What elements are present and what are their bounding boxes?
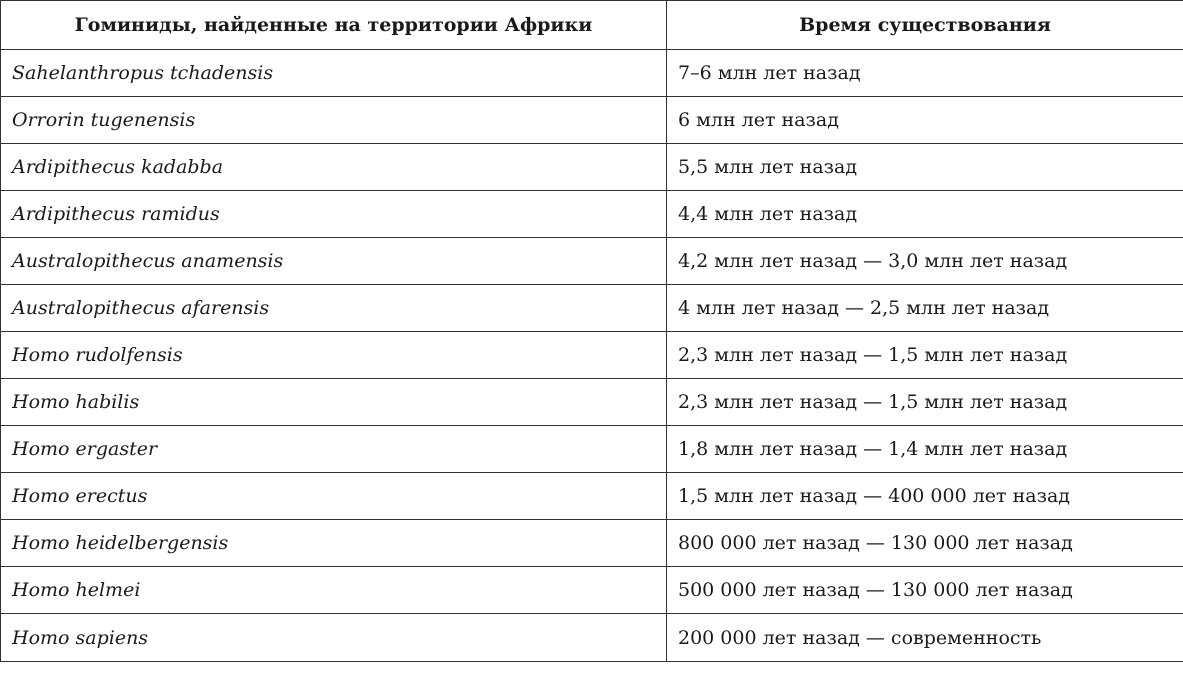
- table-row: [1, 379, 1183, 426]
- period-cell: 500 000 лет назад — 130 000 лет назад: [667, 567, 1183, 614]
- species-cell: Orrorin tugenensis: [1, 97, 667, 144]
- table-row: [1, 567, 1183, 614]
- period-cell: 4,2 млн лет назад — 3,0 млн лет назад: [667, 238, 1183, 285]
- table-row: [1, 332, 1183, 379]
- period-cell: 5,5 млн лет назад: [667, 144, 1183, 191]
- species-cell: Sahelanthropus tchadensis: [1, 50, 667, 97]
- species-cell: Homo sapiens: [1, 614, 667, 662]
- period-cell: 4,4 млн лет назад: [667, 191, 1183, 238]
- species-cell: Homo habilis: [1, 379, 667, 426]
- period-cell: 6 млн лет назад: [667, 97, 1183, 144]
- table-row: [1, 520, 1183, 567]
- period-cell: 7–6 млн лет назад: [667, 50, 1183, 97]
- species-cell: Homo helmei: [1, 567, 667, 614]
- species-cell: Homo heidelbergensis: [1, 520, 667, 567]
- column-header-period: Время существования: [667, 1, 1183, 50]
- species-cell: Australopithecus anamensis: [1, 238, 667, 285]
- table-row: [1, 191, 1183, 238]
- species-cell: Ardipithecus kadabba: [1, 144, 667, 191]
- column-header-species: Гоминиды, найденные на территории Африки: [1, 1, 667, 50]
- table-row: [1, 238, 1183, 285]
- species-cell: Homo erectus: [1, 473, 667, 520]
- table-row: [1, 144, 1183, 191]
- period-cell: 200 000 лет назад — современность: [667, 614, 1183, 662]
- period-cell: 800 000 лет назад — 130 000 лет назад: [667, 520, 1183, 567]
- period-cell: 2,3 млн лет назад — 1,5 млн лет назад: [667, 379, 1183, 426]
- period-cell: 1,8 млн лет назад — 1,4 млн лет назад: [667, 426, 1183, 473]
- table-row: [1, 614, 1183, 662]
- table-body: [1, 50, 1183, 662]
- table-row: [1, 473, 1183, 520]
- species-cell: Australopithecus afarensis: [1, 285, 667, 332]
- species-cell: Homo ergaster: [1, 426, 667, 473]
- period-cell: 1,5 млн лет назад — 400 000 лет назад: [667, 473, 1183, 520]
- species-cell: Homo rudolfensis: [1, 332, 667, 379]
- species-cell: Ardipithecus ramidus: [1, 191, 667, 238]
- header-row: [1, 1, 1183, 50]
- period-cell: 4 млн лет назад — 2,5 млн лет назад: [667, 285, 1183, 332]
- period-cell: 2,3 млн лет назад — 1,5 млн лет назад: [667, 332, 1183, 379]
- table-header: [1, 1, 1183, 50]
- table-row: [1, 285, 1183, 332]
- table-row: [1, 426, 1183, 473]
- table-row: [1, 50, 1183, 97]
- table-row: [1, 97, 1183, 144]
